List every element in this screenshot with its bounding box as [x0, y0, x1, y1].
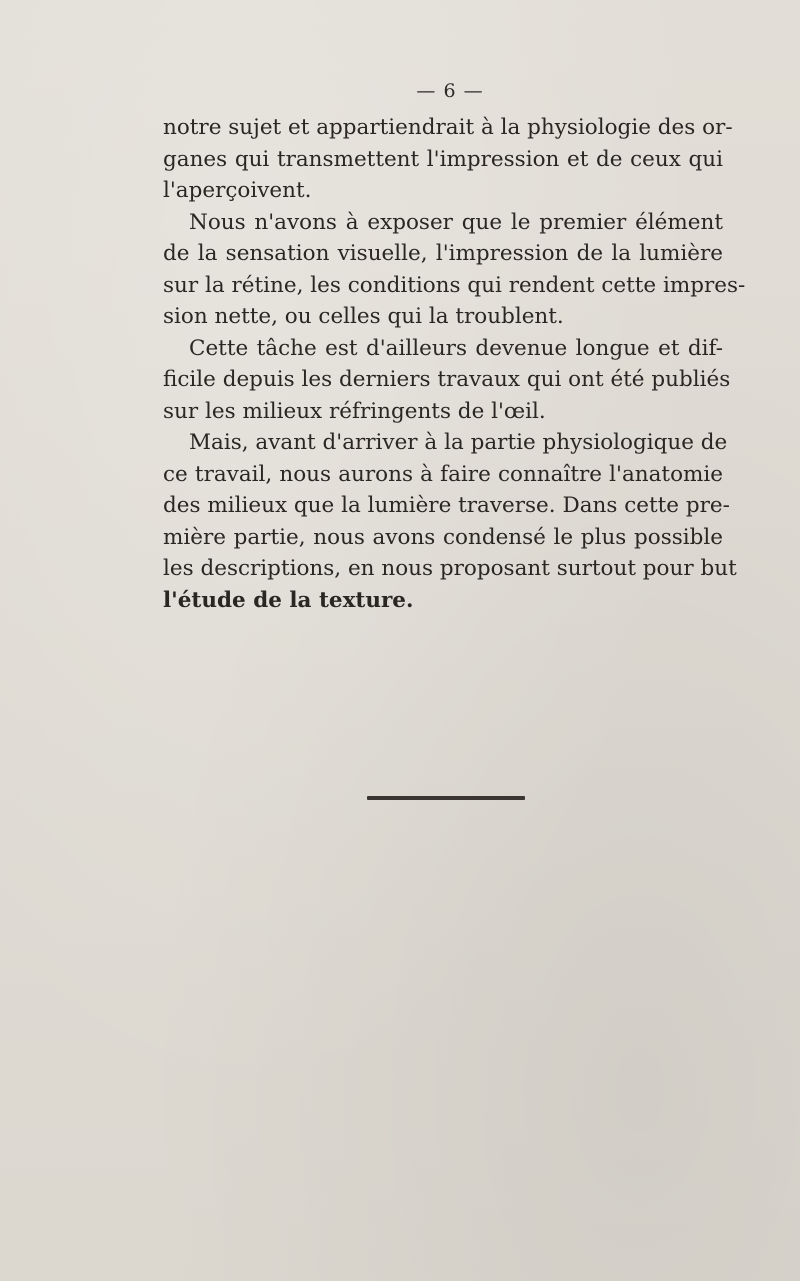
text-line: ganes qui transmettent l'impression et de ceux qui — [163, 146, 723, 172]
text-line: de la sensation visuelle, l'impression de la lumière — [163, 241, 723, 266]
text-line: sur la rétine, les conditions qui rendent cette impres- — [163, 272, 746, 298]
text-line: mière partie, nous avons condensé le plus possible — [163, 524, 723, 550]
text-line: sur les milieux réfringents de l'œil. — [163, 398, 546, 424]
paragraph — [163, 427, 737, 616]
paragraph — [163, 207, 746, 333]
body-text — [163, 112, 746, 616]
text-line: Mais, avant d'arriver à la partie physiologique de — [189, 430, 728, 455]
paragraph — [163, 112, 733, 207]
page-number: — 6 — — [416, 80, 484, 102]
text-line: Cette tâche est d'ailleurs devenue longue et dif- — [189, 335, 723, 361]
text-line: les descriptions, en nous proposant surtout pour but — [163, 556, 737, 581]
text-line: Nous n'avons à exposer que le premier élément — [189, 209, 723, 235]
text-line: sion nette, ou celles qui la troublent. — [163, 304, 564, 329]
section-divider — [367, 796, 525, 800]
text-line: ce travail, nous aurons à faire connaître l'anatomie — [163, 461, 723, 487]
text-line: l'étude de la texture. — [163, 587, 414, 613]
text-line: l'aperçoivent. — [163, 178, 312, 203]
text-line: des milieux que la lumière traverse. Dans cette pre- — [163, 493, 730, 518]
paragraph — [163, 333, 731, 428]
text-line: ficile depuis les derniers travaux qui ont été publiés — [163, 367, 731, 392]
text-line: notre sujet et appartiendrait à la physiologie des or- — [163, 115, 733, 140]
